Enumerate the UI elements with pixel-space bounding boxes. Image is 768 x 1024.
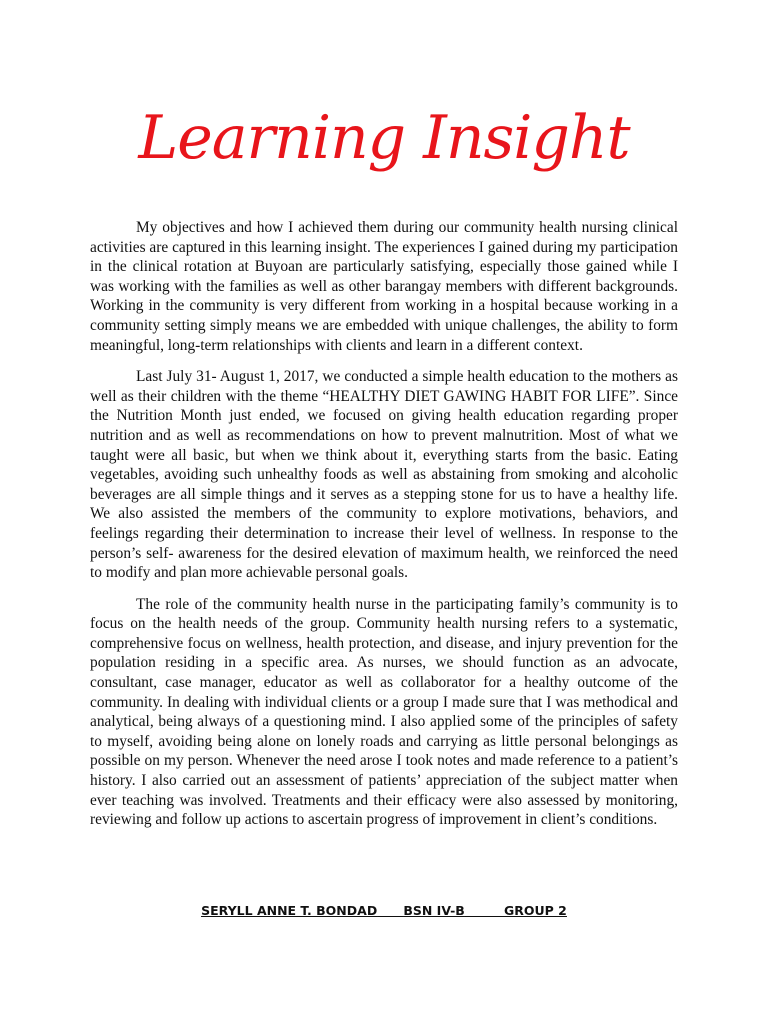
- paragraph-objectives: My objectives and how I achieved them during our community health nursing clinical activities are captured in this learning insight. The experiences I gained during my participation in the clinical rotation at Buyoan are particularly satisfying, especially those gained while I was working with the families as well as other barangay members with different backgrounds. Working in the community is very different from working in a hospital because working in a community setting simply means we are embedded with unique challenges, the ability to form meaningful, long-term relationships with clients and learn in a different context.: [90, 219, 678, 354]
- paragraph-nurse-role: The role of the community health nurse in the participating family’s community is to focus on the health needs of the group. Community health nursing refers to a systematic, comprehensive focus on wellness, health protection, and disease, and injury prevention for the population residing in a specific area. As nurses, we should function as an advocate, consultant, case manager, educator as well as collaborator for a healthy outcome of the community. In dealing with individual clients or a group I made sure that I was methodical and analytical, being always of a questioning mind. I also applied some of the principles of safety to myself, avoiding being alone on lonely roads and carrying as little personal belongings as possible on my person. Whenever the need arose I took notes and made reference to a patient’s history. I also carried out an assessment of patients’ appreciation of the subject matter when ever teaching was involved. Treatments and their efficacy were also assessed by monitoring, reviewing and follow up actions to ascertain progress of improvement in client’s conditions.: [90, 595, 678, 829]
- author-course: BSN IV-B: [403, 903, 465, 918]
- document-title: Learning Insight: [138, 103, 630, 173]
- document-body: [90, 218, 678, 842]
- paragraph-health-education: Last July 31- August 1, 2017, we conducted a simple health education to the mothers as well as their children with the theme “HEALTHY DIET GAWING HABIT FOR LIFE”. Since the Nutrition Month just ended, we focused on giving health education regarding proper nutrition and as well as recommendations on how to prevent malnutrition. Most of what we taught were all basic, but when we think about it, everything starts from the basic. Eating vegetables, avoiding such unhealthy foods as well as abstaining from smoking and alcoholic beverages are all simple things and it serves as a stepping stone for us to have a healthy life. We also assisted the members of the community to explore motivations, behaviors, and feelings regarding their determination to increase their level of wellness. In response to the person’s self- awareness for the desired elevation of maximum health, we reinforced the need to modify and plan more achievable personal goals.: [90, 368, 678, 582]
- author-name: SERYLL ANNE T. BONDAD: [201, 903, 378, 918]
- author-group: GROUP 2: [503, 903, 567, 918]
- signature-line: [0, 903, 768, 918]
